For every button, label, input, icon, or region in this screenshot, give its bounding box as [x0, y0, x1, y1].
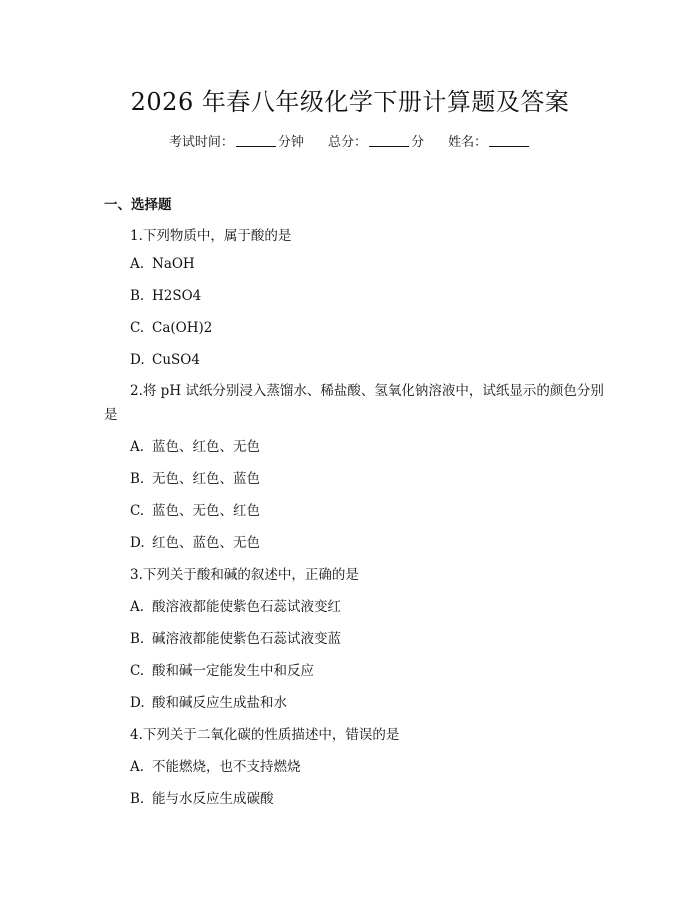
option-item [130, 320, 212, 336]
option-text: NaOH [152, 256, 195, 272]
exam-time-blank [236, 134, 276, 147]
option-item [130, 288, 201, 304]
exam-info [0, 131, 700, 150]
option-text: 酸和碱反应生成盐和水 [152, 695, 287, 711]
option-letter: B. [130, 471, 145, 487]
option-text: 无色、红色、蓝色 [152, 471, 260, 487]
option-letter: D. [130, 695, 145, 711]
option-letter: C. [130, 320, 145, 336]
option-text: 蓝色、无色、红色 [152, 503, 260, 519]
option-letter: B. [130, 288, 145, 304]
option-text: 红色、蓝色、无色 [152, 535, 260, 551]
total-score-label: 总分： [327, 135, 367, 150]
option-text: Ca(OH)2 [152, 320, 213, 336]
page-title: 2026 年春八年级化学下册计算题及答案 [130, 88, 570, 116]
question-stem: 3.下列关于酸和碱的叙述中，正确的是 [130, 567, 359, 583]
total-score-unit: 分 [411, 135, 425, 150]
option-text: 蓝色、红色、无色 [152, 439, 260, 455]
option-letter: B. [130, 791, 145, 807]
total-score-blank [369, 134, 409, 147]
option-item [130, 659, 314, 679]
student-name-field [448, 131, 531, 150]
option-text: 能与水反应生成碳酸 [152, 791, 274, 807]
question-stem: 1.下列物质中，属于酸的是 [130, 228, 292, 244]
option-text: 碱溶液都能使紫色石蕊试液变蓝 [152, 631, 341, 647]
option-text: 酸和碱一定能发生中和反应 [152, 663, 314, 679]
option-item [130, 499, 260, 519]
option-letter: A. [130, 256, 145, 272]
exam-time-field [169, 131, 304, 150]
option-item [130, 352, 200, 368]
option-item [130, 627, 341, 647]
option-text: 酸溶液都能使紫色石蕊试液变红 [152, 599, 341, 615]
student-name-blank [489, 134, 529, 147]
option-letter: A. [130, 599, 145, 615]
exam-time-unit: 分钟 [277, 135, 304, 150]
total-score-field [328, 131, 424, 150]
exam-time-label: 考试时间： [168, 135, 234, 150]
option-item [130, 755, 301, 775]
option-letter: C. [130, 503, 145, 519]
option-item [130, 691, 287, 711]
option-letter: D. [130, 352, 145, 368]
option-letter: D. [130, 535, 145, 551]
option-item [130, 435, 260, 455]
option-text: CuSO4 [152, 352, 200, 368]
option-item [130, 531, 260, 551]
option-letter: B. [130, 631, 145, 647]
option-letter: A. [130, 759, 145, 775]
option-text: H2SO4 [152, 288, 202, 304]
option-text: 不能燃烧，也不支持燃烧 [152, 759, 301, 775]
section-heading: 一、选择题 [104, 197, 172, 213]
question-stem: 4.下列关于二氧化碳的性质描述中，错误的是 [130, 727, 400, 743]
option-letter: A. [130, 439, 145, 455]
option-item [130, 256, 195, 272]
question-stem: 2.将 pH 试纸分别浸入蒸馏水、稀盐酸、氢氧化钠溶液中，试纸显示的颜色分别是 [104, 383, 604, 423]
option-item [130, 787, 274, 807]
option-letter: C. [130, 663, 145, 679]
student-name-label: 姓名： [448, 135, 488, 150]
option-item [130, 595, 341, 615]
option-item [130, 467, 260, 487]
